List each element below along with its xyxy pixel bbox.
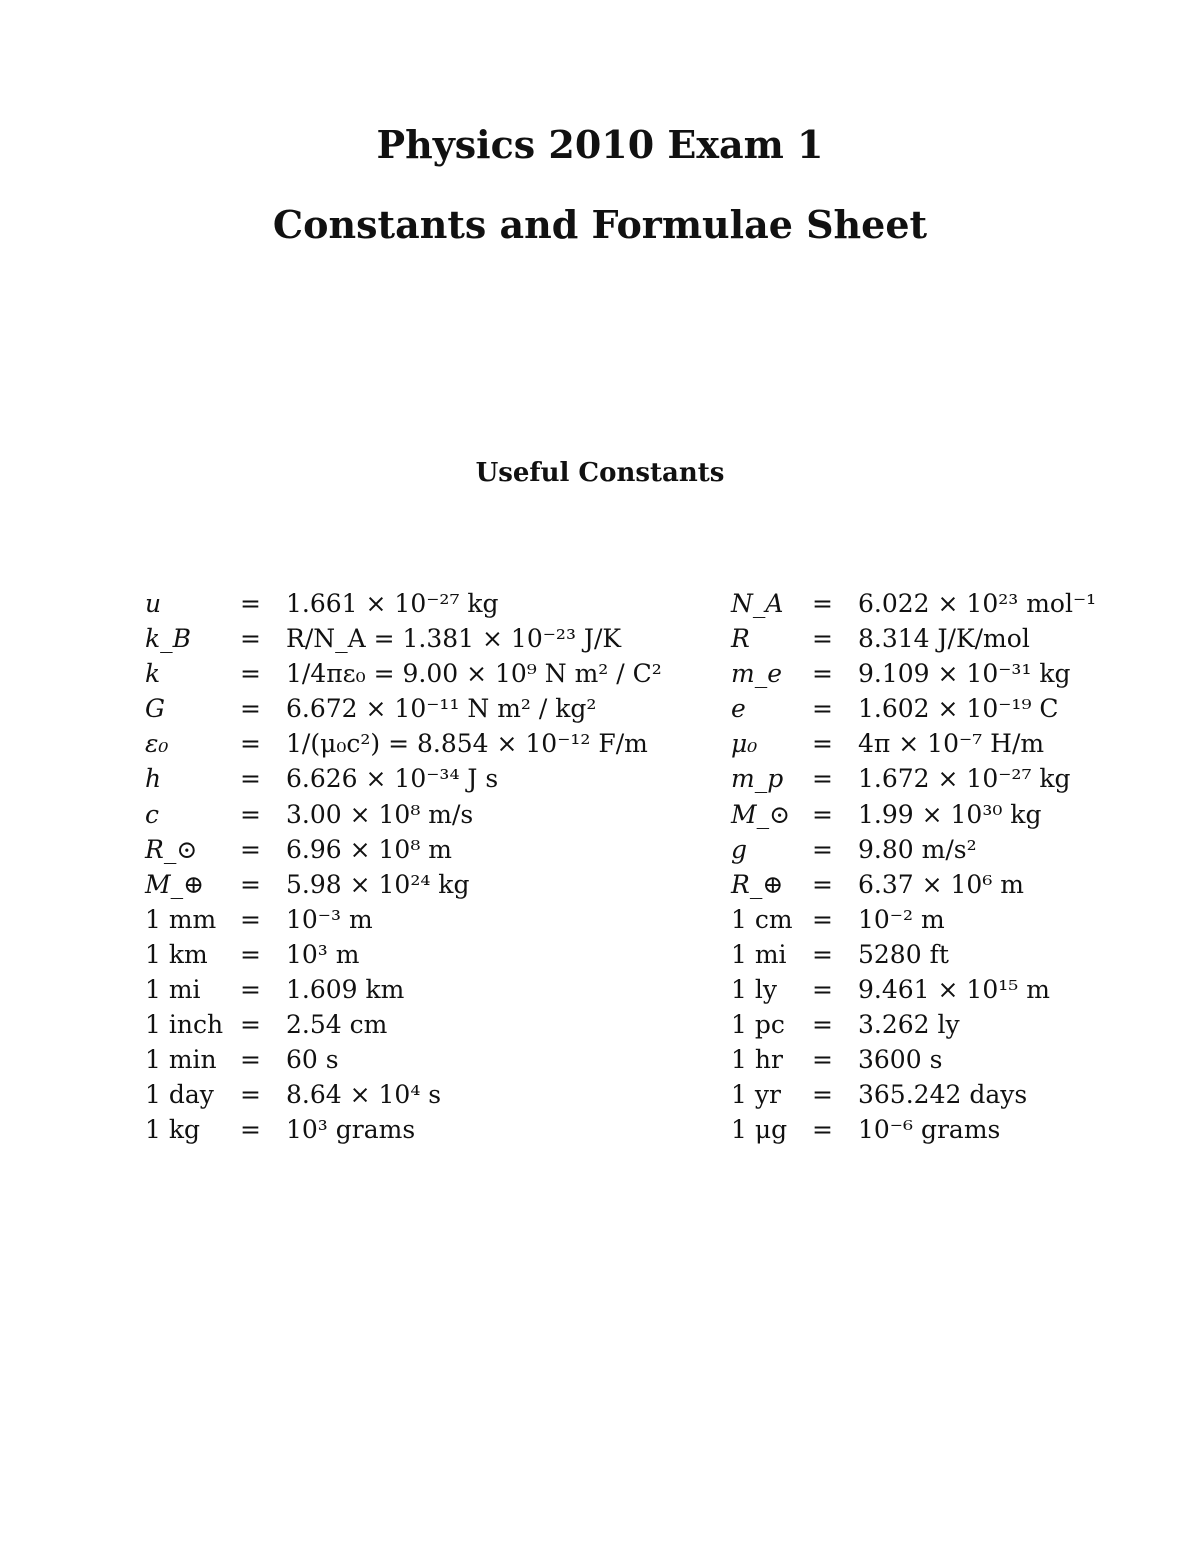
- equals-sign: =: [240, 904, 261, 934]
- constant-value: 365.242 days: [858, 1080, 1028, 1110]
- constants-left-column: [145, 586, 705, 1148]
- constant-value: R/N_A = 1.381 × 10⁻²³ J/K: [286, 624, 622, 654]
- constant-symbol: ε₀: [145, 729, 169, 759]
- constant-symbol: 1 day: [145, 1080, 214, 1110]
- constant-symbol: 1 km: [145, 939, 208, 969]
- equals-sign: =: [812, 975, 833, 1005]
- constant-symbol: k: [145, 659, 161, 689]
- constant-value: 10⁻² m: [858, 904, 945, 934]
- constant-row: [145, 832, 705, 867]
- page-title: Physics 2010 Exam 1: [376, 122, 824, 167]
- constant-symbol: k_B: [145, 624, 192, 654]
- equals-sign: =: [812, 799, 833, 829]
- constant-symbol: R: [731, 624, 750, 654]
- constant-symbol: u: [145, 589, 162, 618]
- equals-sign: =: [240, 1045, 261, 1075]
- constant-value: 2.54 cm: [286, 1010, 388, 1040]
- constant-row: [731, 586, 1171, 621]
- equals-sign: =: [812, 659, 833, 689]
- constant-value: 10⁻⁶ grams: [858, 1115, 1001, 1145]
- equals-sign: =: [240, 1115, 261, 1145]
- equals-sign: =: [812, 939, 833, 969]
- constant-value: 1.602 × 10⁻¹⁹ C: [858, 694, 1059, 724]
- constant-value: 10⁻³ m: [286, 904, 373, 934]
- constant-row: [145, 621, 705, 656]
- constant-value: 1.672 × 10⁻²⁷ kg: [858, 764, 1071, 794]
- constant-symbol: R_⊙: [145, 834, 198, 864]
- equals-sign: =: [812, 834, 833, 864]
- equals-sign: =: [812, 589, 833, 618]
- equals-sign: =: [240, 729, 261, 759]
- constant-row: [145, 1007, 705, 1042]
- constant-row: [145, 1077, 705, 1112]
- constant-row: [731, 937, 1171, 972]
- equals-sign: =: [812, 1045, 833, 1075]
- constant-symbol: m_p: [731, 764, 784, 794]
- constant-symbol: 1 mm: [145, 904, 217, 934]
- constant-row: [731, 726, 1171, 761]
- constant-symbol: 1 ly: [731, 975, 777, 1005]
- constant-row: [731, 1112, 1171, 1147]
- equals-sign: =: [240, 624, 261, 654]
- equals-sign: =: [812, 1080, 833, 1110]
- equals-sign: =: [240, 1080, 261, 1110]
- constant-value: 10³ m: [286, 939, 360, 969]
- constant-symbol: g: [731, 834, 748, 864]
- constant-row: [731, 832, 1171, 867]
- page-subtitle: Constants and Formulae Sheet: [272, 202, 928, 247]
- constant-row: [731, 691, 1171, 726]
- constant-value: 1/4πε₀ = 9.00 × 10⁹ N m² / C²: [286, 659, 662, 689]
- constant-row: [731, 797, 1171, 832]
- constant-row: [145, 691, 705, 726]
- equals-sign: =: [812, 694, 833, 724]
- constant-row: [145, 586, 705, 621]
- constant-symbol: 1 cm: [731, 904, 793, 934]
- constant-value: 8.314 J/K/mol: [858, 624, 1030, 654]
- constant-row: [145, 1042, 705, 1077]
- constant-value: 6.626 × 10⁻³⁴ J s: [286, 764, 499, 794]
- constant-row: [731, 902, 1171, 937]
- constant-row: [731, 761, 1171, 796]
- constant-value: 9.461 × 10¹⁵ m: [858, 975, 1050, 1005]
- constant-symbol: e: [731, 694, 746, 724]
- constant-symbol: 1 yr: [731, 1080, 781, 1110]
- constant-row: [145, 761, 705, 796]
- constant-row: [731, 867, 1171, 902]
- constant-value: 5.98 × 10²⁴ kg: [286, 869, 470, 899]
- constant-value: 9.109 × 10⁻³¹ kg: [858, 659, 1071, 689]
- constant-value: 1.99 × 10³⁰ kg: [858, 799, 1042, 829]
- constant-symbol: c: [145, 799, 160, 829]
- constant-symbol: m_e: [731, 659, 783, 689]
- equals-sign: =: [240, 659, 261, 689]
- equals-sign: =: [812, 729, 833, 759]
- constant-value: 6.96 × 10⁸ m: [286, 834, 452, 864]
- constant-symbol: h: [145, 764, 162, 794]
- equals-sign: =: [812, 624, 833, 654]
- constant-row: [145, 797, 705, 832]
- constant-row: [145, 902, 705, 937]
- constant-value: 8.64 × 10⁴ s: [286, 1080, 442, 1110]
- constant-symbol: M_⊙: [731, 799, 791, 829]
- equals-sign: =: [240, 799, 261, 829]
- constant-row: [145, 937, 705, 972]
- equals-sign: =: [240, 764, 261, 794]
- constant-row: [145, 726, 705, 761]
- equals-sign: =: [812, 764, 833, 794]
- constant-symbol: 1 kg: [145, 1115, 201, 1145]
- constant-value: 3.262 ly: [858, 1010, 960, 1040]
- constant-row: [145, 867, 705, 902]
- constant-symbol: N_A: [731, 589, 784, 618]
- constant-value: 6.672 × 10⁻¹¹ N m² / kg²: [286, 694, 597, 724]
- constant-value: 5280 ft: [858, 939, 949, 969]
- constant-value: 4π × 10⁻⁷ H/m: [858, 729, 1045, 759]
- constant-symbol: G: [145, 694, 165, 724]
- constant-value: 1.661 × 10⁻²⁷ kg: [286, 589, 499, 618]
- constant-row: [731, 972, 1171, 1007]
- constant-symbol: 1 inch: [145, 1010, 224, 1040]
- equals-sign: =: [812, 1115, 833, 1145]
- constant-row: [731, 1077, 1171, 1112]
- constant-row: [145, 656, 705, 691]
- equals-sign: =: [812, 904, 833, 934]
- equals-sign: =: [240, 834, 261, 864]
- constant-row: [145, 1112, 705, 1147]
- constant-symbol: 1 mi: [731, 939, 787, 969]
- constant-symbol: 1 mi: [145, 975, 201, 1005]
- constant-value: 1/(μ₀c²) = 8.854 × 10⁻¹² F/m: [286, 729, 648, 759]
- constant-symbol: M_⊕: [145, 869, 205, 899]
- constant-value: 6.022 × 10²³ mol⁻¹: [858, 589, 1097, 618]
- equals-sign: =: [812, 1010, 833, 1040]
- constant-symbol: 1 hr: [731, 1045, 783, 1075]
- constant-value: 60 s: [286, 1045, 339, 1075]
- constant-row: [145, 972, 705, 1007]
- equals-sign: =: [240, 869, 261, 899]
- constants-right-column: [731, 586, 1171, 1148]
- equals-sign: =: [240, 975, 261, 1005]
- constant-value: 1.609 km: [286, 975, 405, 1005]
- section-title: Useful Constants: [475, 458, 725, 488]
- constant-row: [731, 656, 1171, 691]
- constant-symbol: μ₀: [731, 729, 758, 759]
- constant-value: 3.00 × 10⁸ m/s: [286, 799, 474, 829]
- constant-symbol: 1 pc: [731, 1010, 785, 1040]
- constant-row: [731, 1007, 1171, 1042]
- equals-sign: =: [812, 869, 833, 899]
- constant-symbol: R_⊕: [731, 869, 784, 899]
- constant-row: [731, 621, 1171, 656]
- constant-symbol: 1 μg: [731, 1115, 788, 1145]
- constant-value: 3600 s: [858, 1045, 943, 1075]
- constant-value: 9.80 m/s²: [858, 834, 977, 864]
- equals-sign: =: [240, 694, 261, 724]
- equals-sign: =: [240, 1010, 261, 1040]
- equals-sign: =: [240, 939, 261, 969]
- equals-sign: =: [240, 589, 261, 618]
- constant-symbol: 1 min: [145, 1045, 217, 1075]
- constant-value: 6.37 × 10⁶ m: [858, 869, 1024, 899]
- constant-value: 10³ grams: [286, 1115, 416, 1145]
- constant-row: [731, 1042, 1171, 1077]
